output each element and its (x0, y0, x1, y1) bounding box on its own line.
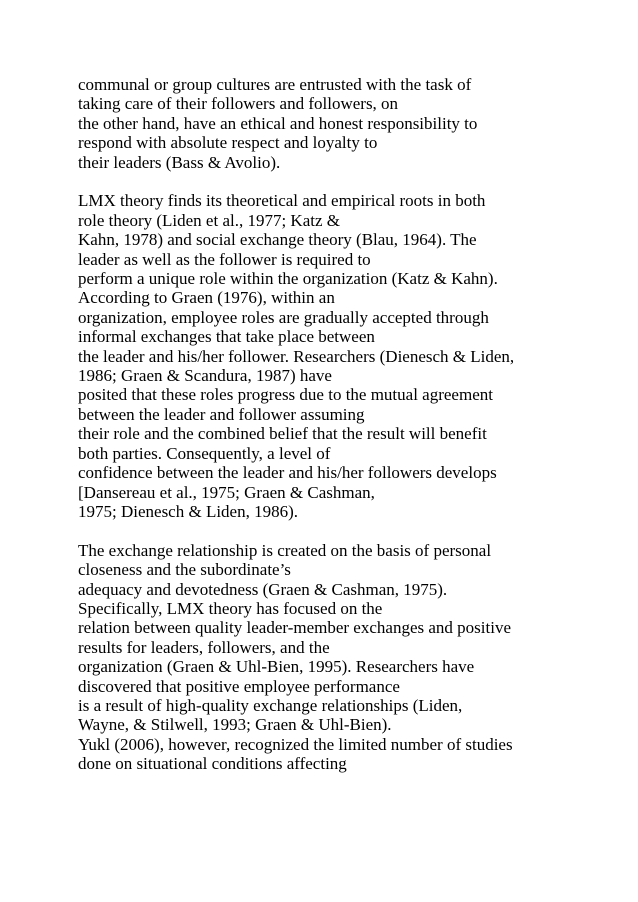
text-line: role theory (Liden et al., 1977; Katz & (78, 210, 340, 230)
text-line: The exchange relationship is created on the basis of personal (78, 540, 492, 560)
text-line: communal or group cultures are entrusted with the task of (78, 75, 472, 94)
text-line: between the leader and follower assuming (78, 404, 365, 424)
text-line: both parties. Consequently, a level of (78, 443, 331, 463)
text-line: leader as well as the follower is required to (78, 249, 371, 269)
text-line: LMX theory finds its theoretical and empirical roots in both (78, 191, 486, 211)
text-line: 1986; Graen & Scandura, 1987) have (78, 366, 332, 386)
text-line: their leaders (Bass & Avolio). (78, 152, 281, 172)
text-line: perform a unique role within the organization (Katz & Kahn). (78, 269, 498, 289)
text-line: confidence between the leader and his/her followers develops (78, 463, 497, 483)
text-line: the other hand, have an ethical and honest responsibility to (78, 113, 478, 133)
text-line: respond with absolute respect and loyalty to (78, 133, 378, 153)
text-line: Specifically, LMX theory has focused on the (78, 598, 383, 618)
text-line: the leader and his/her follower. Researchers (Dienesch & Liden, (78, 346, 515, 366)
text-line: According to Graen (1976), within an (78, 288, 335, 308)
text-line: closeness and the subordinate’s (78, 560, 291, 580)
paragraph-3 (78, 541, 618, 774)
text-line: relation between quality leader-member exchanges and positive (78, 618, 511, 638)
paragraph-2 (78, 191, 618, 521)
paragraph-1 (78, 75, 618, 172)
paragraph-spacer (78, 172, 618, 191)
text-line: their role and the combined belief that the result will benefit (78, 424, 487, 444)
text-line: [Dansereau et al., 1975; Graen & Cashman, (78, 482, 375, 502)
text-line: Kahn, 1978) and social exchange theory (Blau, 1964). The (78, 230, 477, 250)
text-line: adequacy and devotedness (Graen & Cashman, 1975). (78, 579, 448, 599)
document-body (78, 75, 618, 774)
text-line: taking care of their followers and followers, on (78, 94, 399, 114)
text-line: posited that these roles progress due to the mutual agreement (78, 385, 493, 405)
text-line: informal exchanges that take place between (78, 327, 375, 347)
text-line: organization (Graen & Uhl-Bien, 1995). Researchers have (78, 657, 475, 677)
text-line: 1975; Dienesch & Liden, 1986). (78, 501, 299, 521)
text-line: done on situational conditions affecting (78, 754, 347, 774)
text-line: discovered that positive employee performance (78, 676, 400, 696)
text-line: Wayne, & Stilwell, 1993; Graen & Uhl-Bien). (78, 715, 392, 735)
paragraph-spacer (78, 521, 618, 540)
text-line: Yukl (2006), however, recognized the limited number of studies (78, 734, 513, 754)
text-line: organization, employee roles are gradually accepted through (78, 307, 489, 327)
text-line: results for leaders, followers, and the (78, 637, 330, 657)
text-line: is a result of high-quality exchange relationships (Liden, (78, 695, 463, 715)
